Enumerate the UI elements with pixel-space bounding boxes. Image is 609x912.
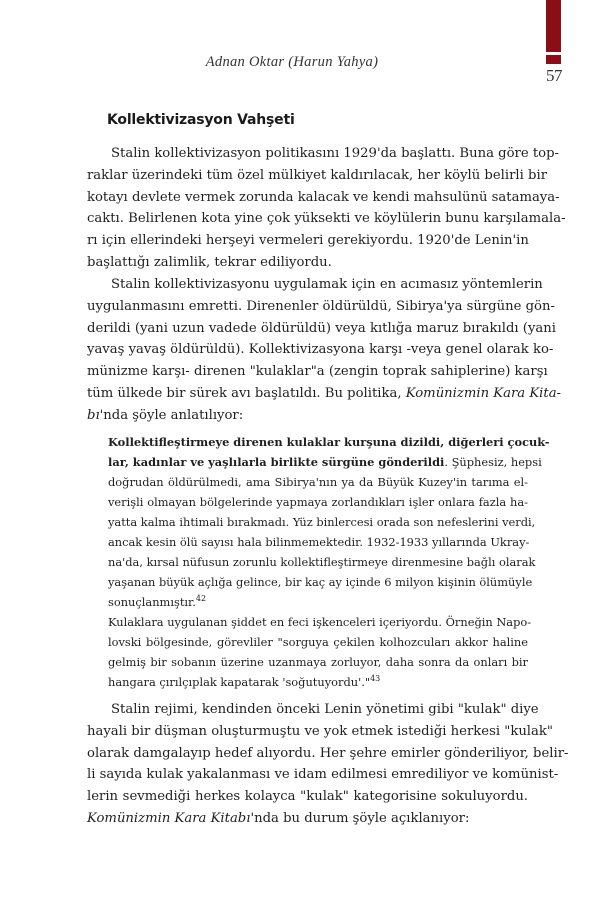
section-title: Kollektivizasyon Vahşeti xyxy=(107,112,295,128)
quote-line xyxy=(108,592,528,612)
quote-line: verişli olmayan bölgelerinde yapmaya zorlandıkları işler onlara fazla ha- xyxy=(108,495,528,509)
text-line xyxy=(87,405,528,427)
text-run: sonuçlanmıştır. xyxy=(108,595,196,609)
text-line: Stalin kollektivizasyonu uygulamak için en acımasız yöntemlerin xyxy=(111,277,543,292)
block-quote-2 xyxy=(108,612,532,692)
quote-line: yatta kalma ihtimali bırakmadı. Yüz binlercesi orada son nefeslerini verdi, xyxy=(108,515,536,529)
page-number: 57 xyxy=(546,66,562,85)
book-title-italic: Komünizmin Kara Kitabı xyxy=(87,810,251,826)
text-line: raklar üzerindeki tüm özel mülkiyet kaldırılacak, her köylü belirli bir xyxy=(87,167,548,183)
text-run: tüm ülkede bir sürek avı başlatıldı. Bu politika, xyxy=(87,385,406,401)
book-title-italic: Komünizmin Kara Kita- xyxy=(405,385,562,401)
text-line: başlattığı zalimlik, tekrar ediliyordu. xyxy=(87,254,332,270)
text-line: caktı. Belirlenen kota yine çok yüksekti ve köylülerin bunu karşılamala- xyxy=(87,211,566,227)
paragraph-2 xyxy=(87,274,562,427)
text-run: . Şüphesiz, hepsi xyxy=(444,455,542,469)
book-title-italic: bı xyxy=(87,407,100,423)
footnote-ref[interactable]: 43 xyxy=(370,674,381,683)
text-line: olarak damgalayıp hedef alıyordu. Her şehre emirler gönderiliyor, belir- xyxy=(87,745,569,761)
text-line: Stalin rejimi, kendinden önceki Lenin yönetimi gibi "kulak" diye xyxy=(111,702,539,717)
quote-line: yaşanan büyük açlığa gelince, bir kaç ay içinde 6 milyon kişinin ölümüyle xyxy=(108,575,533,589)
quote-line xyxy=(108,672,528,692)
page-marker-bar xyxy=(546,0,561,52)
block-quote-1 xyxy=(108,432,550,612)
quote-line xyxy=(108,452,542,472)
text-run: 'nda şöyle anlatılıyor: xyxy=(99,407,244,423)
text-line: Stalin kollektivizasyon politikasını 1929'da başlattı. Buna göre top- xyxy=(111,146,559,161)
text-line: derildi (yani uzun vadede öldürüldü) veya kıtlığa maruz bırakıldı (yani xyxy=(87,320,556,336)
text-line: münizme karşı- direnen "kulaklar"a (zengin toprak sahiplerine) karşı xyxy=(87,364,548,380)
quote-line: lovski bölgesinde, görevliler "sorguya çekilen kolhozcuları akkor haline xyxy=(108,635,528,649)
text-line: yavaş yavaş öldürüldü). Kollektivizasyona karşı -veya genel olarak ko- xyxy=(87,342,554,358)
text-line: hayali bir düşman oluşturmuştu ve yok etmek istediği herkesi "kulak" xyxy=(87,723,553,739)
footnote-ref[interactable]: 42 xyxy=(195,594,207,603)
text-line xyxy=(87,808,528,830)
text-line: rı için ellerindeki herşeyi vermeleri gerekiyordu. 1920'de Lenin'in xyxy=(87,233,529,249)
text-line: kotayı devlete vermek zorunda kalacak ve kendi mahsulünü satamaya- xyxy=(87,189,560,205)
running-head: Adnan Oktar (Harun Yahya) xyxy=(205,54,379,70)
text-run: 'nda bu durum şöyle açıklanıyor: xyxy=(250,810,470,826)
text-line xyxy=(87,383,562,405)
paragraph-3 xyxy=(87,699,569,830)
text-line: li sayıda kulak yakalanması ve idam edilmesi emrediliyor ve komünist- xyxy=(87,767,559,783)
quote-bold-run: lar, kadınlar ve yaşlılarla birlikte sürgüne gönderildi xyxy=(108,455,445,469)
text-line: uygulanmasını emretti. Direnenler öldürüldü, Sibirya'ya sürgüne gön- xyxy=(87,298,555,314)
paragraph-1 xyxy=(87,143,566,274)
quote-line-bold: Kollektifleştirmeye direnen kulaklar kurşuna dizildi, diğerleri çocuk- xyxy=(108,435,550,449)
quote-line: Kulaklara uygulanan şiddet en feci işkenceleri içeriyordu. Örneğin Napo- xyxy=(108,615,532,629)
text-line: lerin sevmediği herkes kolayca "kulak" kategorisine sokuluyordu. xyxy=(87,789,528,805)
page-marker-tab xyxy=(546,55,561,64)
quote-line: doğrudan öldürülmedi, ama Sibirya'nın ya da Büyük Kuzey'in tarıma el- xyxy=(108,475,528,489)
text-run: hangara çırılçıplak kapatarak 'soğutuyordu'." xyxy=(108,675,371,689)
quote-line: na'da, kırsal nüfusun zorunlu kollektifleştirmeye direnmesine bağlı olarak xyxy=(108,555,536,569)
quote-line: ancak kesin ölü sayısı hala bilinmemektedir. 1932-1933 yıllarında Ukray- xyxy=(108,535,530,549)
quote-line: gelmiş bir sobanın üzerine uzanmaya zorluyor, daha sonra da onları bir xyxy=(108,655,528,669)
